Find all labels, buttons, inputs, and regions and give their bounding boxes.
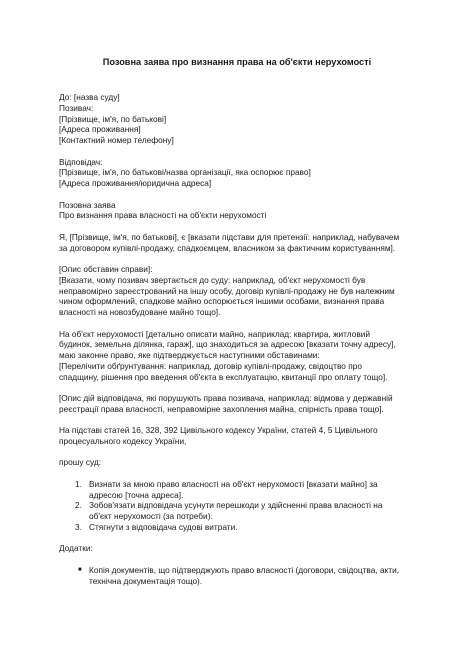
property-line: будинок, земельна ділянка, гараж], що знаходиться за адресою [вказати точну адресу],: [59, 339, 396, 350]
circumstances-line: [Вказати, чому позивач звертається до суду: наприклад, об'єкт нерухомості був: [59, 274, 366, 285]
defendant-name: [Прізвище, ім'я, по батькові/назва організації, яка оспорює право]: [59, 167, 311, 178]
circumstances-line: [Опис обставин справи]:: [59, 263, 153, 274]
list-number: 1.: [75, 478, 82, 489]
legal-basis-paragraph: [59, 425, 431, 447]
property-line: маю законне право, яке підтверджується наступними обставинами:: [59, 350, 320, 361]
list-item: [59, 565, 431, 587]
violations-line: [Опис дій відповідача, які порушують права позивача, наприклад: відмова у державній: [59, 393, 393, 404]
bullet-icon: ■: [78, 566, 82, 573]
list-item-text: технічна документація тощо).: [89, 575, 203, 586]
circumstances-line: чином оформлений, спадкове майно оспорюється іншими особами, визнання права: [59, 296, 385, 307]
request-label: прошу суд:: [59, 457, 101, 468]
defendant-address: [Адреса проживання/юридична адреса]: [59, 178, 212, 189]
claim-heading: Позовна заява: [59, 199, 116, 210]
violations-line: реєстрації права власності, неправомірне захоплення майна, спірність права тощо].: [59, 403, 384, 414]
document-body: [59, 92, 431, 586]
plaintiff-address: [Адреса проживання]: [59, 124, 141, 135]
attachments-label: Додатки:: [59, 543, 93, 554]
circumstances-line: власності на новозбудоване майно тощо].: [59, 307, 221, 318]
legal-basis-line: процесуального кодексу України,: [59, 436, 187, 447]
plaintiff-label: Позивач:: [59, 102, 94, 113]
circumstances-paragraph: [59, 264, 431, 318]
legal-basis-line: На підставі статей 16, 328, 392 Цивільного кодексу України, статей 4, 5 Цивільного: [59, 425, 378, 436]
defendant-label: Відповідач:: [59, 156, 103, 167]
list-item-text: адресою [точна адреса].: [89, 489, 184, 500]
list-number: 2.: [75, 500, 82, 511]
list-item: [59, 500, 431, 522]
document-title: Позовна заява про визнання права на об'єкти нерухомості: [102, 57, 372, 67]
attachments-list: [59, 565, 431, 587]
property-paragraph: [59, 329, 431, 383]
property-line: [Перелічити обґрунтування: наприклад, договір купівлі-продажу, свідоцтво про: [59, 360, 362, 371]
list-item-text: Копія документів, що підтверджують право власності (договори, свідоцтва, акти,: [89, 564, 400, 575]
list-item-text: Зобов'язати відповідача усунути перешкоди у здійсненні права власності на: [89, 500, 383, 511]
intro-line: Я, [Прізвище, ім'я, по батькові], є [вказати підстави для претензії: наприклад, набувачем: [59, 231, 400, 242]
request-list: [59, 479, 431, 533]
list-item-text: об'єкт нерухомості (за потреби).: [89, 511, 213, 522]
list-item-text: Стягнути з відповідача судові витрати.: [89, 522, 238, 533]
violations-paragraph: [59, 393, 431, 415]
property-line: На об'єкт нерухомості [детально описати майно, наприклад: квартира, житловий: [59, 328, 371, 339]
claim-subheading: Про визнання права власності на об'єкти нерухомості: [59, 210, 267, 221]
list-number: 3.: [75, 522, 82, 533]
court-recipient: До: [назва суду]: [59, 92, 120, 102]
circumstances-line: неправомірно зареєстрований на іншу особу, договір купівлі-продажу не був належним: [59, 285, 395, 296]
list-item: [59, 479, 431, 501]
plaintiff-name: [Прізвище, ім'я, по батькові]: [59, 113, 167, 124]
list-item-text: Визнати за мною право власності на об'єкт нерухомості [вказати майно] за: [89, 478, 378, 489]
plaintiff-phone: [Контактний номер телефону]: [59, 135, 174, 146]
intro-line: за договором купівлі-продажу, спадкоємцем, власником за фактичним користуванням].: [59, 242, 396, 253]
list-item: [59, 522, 431, 533]
property-line: спадщину, рішення про введення об'єкта в експлуатацію, квитанції про оплату тощо].: [59, 371, 388, 382]
intro-paragraph: [59, 232, 431, 254]
